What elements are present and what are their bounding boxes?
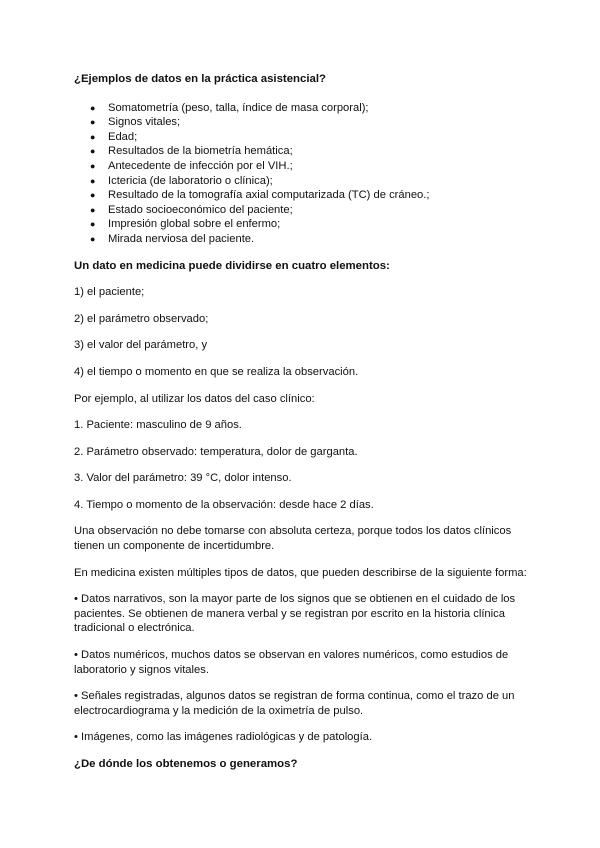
- list-item: ● Mirada nerviosa del paciente.: [90, 232, 255, 245]
- heading-examples: ¿Ejemplos de datos en la práctica asistencial?: [74, 73, 326, 85]
- example-intro: Por ejemplo, al utilizar los datos del caso clínico:: [74, 392, 315, 405]
- list-item: ● Edad;: [90, 130, 138, 143]
- case-paragraph: 1. Paciente: masculino de 9 años.: [74, 419, 242, 432]
- list-item: ● Resultados de la biometría hemática;: [90, 145, 293, 158]
- types-intro: En medicina existen múltiples tipos de datos, que pueden describirse de la siguiente forma:: [74, 566, 527, 579]
- type-paragraph: • Imágenes, como las imágenes radiológicas y de patología.: [74, 731, 373, 744]
- list-item: ● Somatometría (peso, talla, índice de masa corporal);: [90, 101, 369, 114]
- uncertainty-paragraph: Una observación no debe tomarse con absoluta certeza, porque todos los datos clínicos tienen un componente de incertidumbre.: [74, 525, 512, 553]
- examples-list: [74, 101, 534, 247]
- bullet-icon: ●: [90, 160, 96, 171]
- bullet-icon: ●: [90, 204, 96, 215]
- element-paragraph: 1) el paciente;: [74, 286, 145, 299]
- list-item: ● Ictericia (de laboratorio o clínica);: [90, 174, 273, 187]
- type-paragraph: • Datos numéricos, muchos datos se observan en valores numéricos, como estudios de laboratorio y signos vitales.: [74, 649, 509, 676]
- heading-sources: ¿De dónde los obtenemos o generamos?: [74, 758, 298, 770]
- bullet-icon: ●: [90, 117, 96, 128]
- list-item: ● Antecedente de infección por el VIH.;: [90, 159, 293, 172]
- list-item: ● Resultado de la tomografía axial computarizada (TC) de cráneo.;: [90, 189, 430, 202]
- list-item: ● Signos vitales;: [90, 116, 181, 129]
- bullet-icon: ●: [90, 102, 96, 113]
- heading-elements: Un dato en medicina puede dividirse en cuatro elementos:: [74, 259, 390, 272]
- bullet-icon: ●: [90, 233, 96, 244]
- document-page: [74, 66, 534, 772]
- list-item: ● Impresión global sobre el enfermo;: [90, 218, 281, 231]
- case-paragraph: 3. Valor del parámetro: 39 °C, dolor intenso.: [74, 472, 292, 485]
- case-paragraph: 4. Tiempo o momento de la observación: desde hace 2 días.: [74, 498, 374, 511]
- case-paragraph: 2. Parámetro observado: temperatura, dolor de garganta.: [74, 445, 358, 458]
- bullet-icon: ●: [90, 131, 96, 142]
- bullet-icon: ●: [90, 175, 96, 186]
- list-item: ● Estado socioeconómico del paciente;: [90, 203, 293, 216]
- element-paragraph: 4) el tiempo o momento en que se realiza la observación.: [74, 365, 359, 378]
- bullet-icon: ●: [90, 219, 96, 230]
- element-paragraph: 2) el parámetro observado;: [74, 312, 209, 325]
- element-paragraph: 3) el valor del parámetro, y: [74, 339, 208, 352]
- type-paragraph: • Señales registradas, algunos datos se registran de forma continua, como el trazo de un electrocardiograma y la medición de la oximetría de pulso.: [74, 690, 515, 717]
- bullet-icon: ●: [90, 146, 96, 157]
- bullet-icon: ●: [90, 190, 96, 201]
- type-paragraph: • Datos narrativos, son la mayor parte de los signos que se obtienen en el cuidado de los pacientes. Se obtienen de manera verbal y se registran por escrito en la historia clínica tradicional o electrónica.: [74, 593, 516, 635]
